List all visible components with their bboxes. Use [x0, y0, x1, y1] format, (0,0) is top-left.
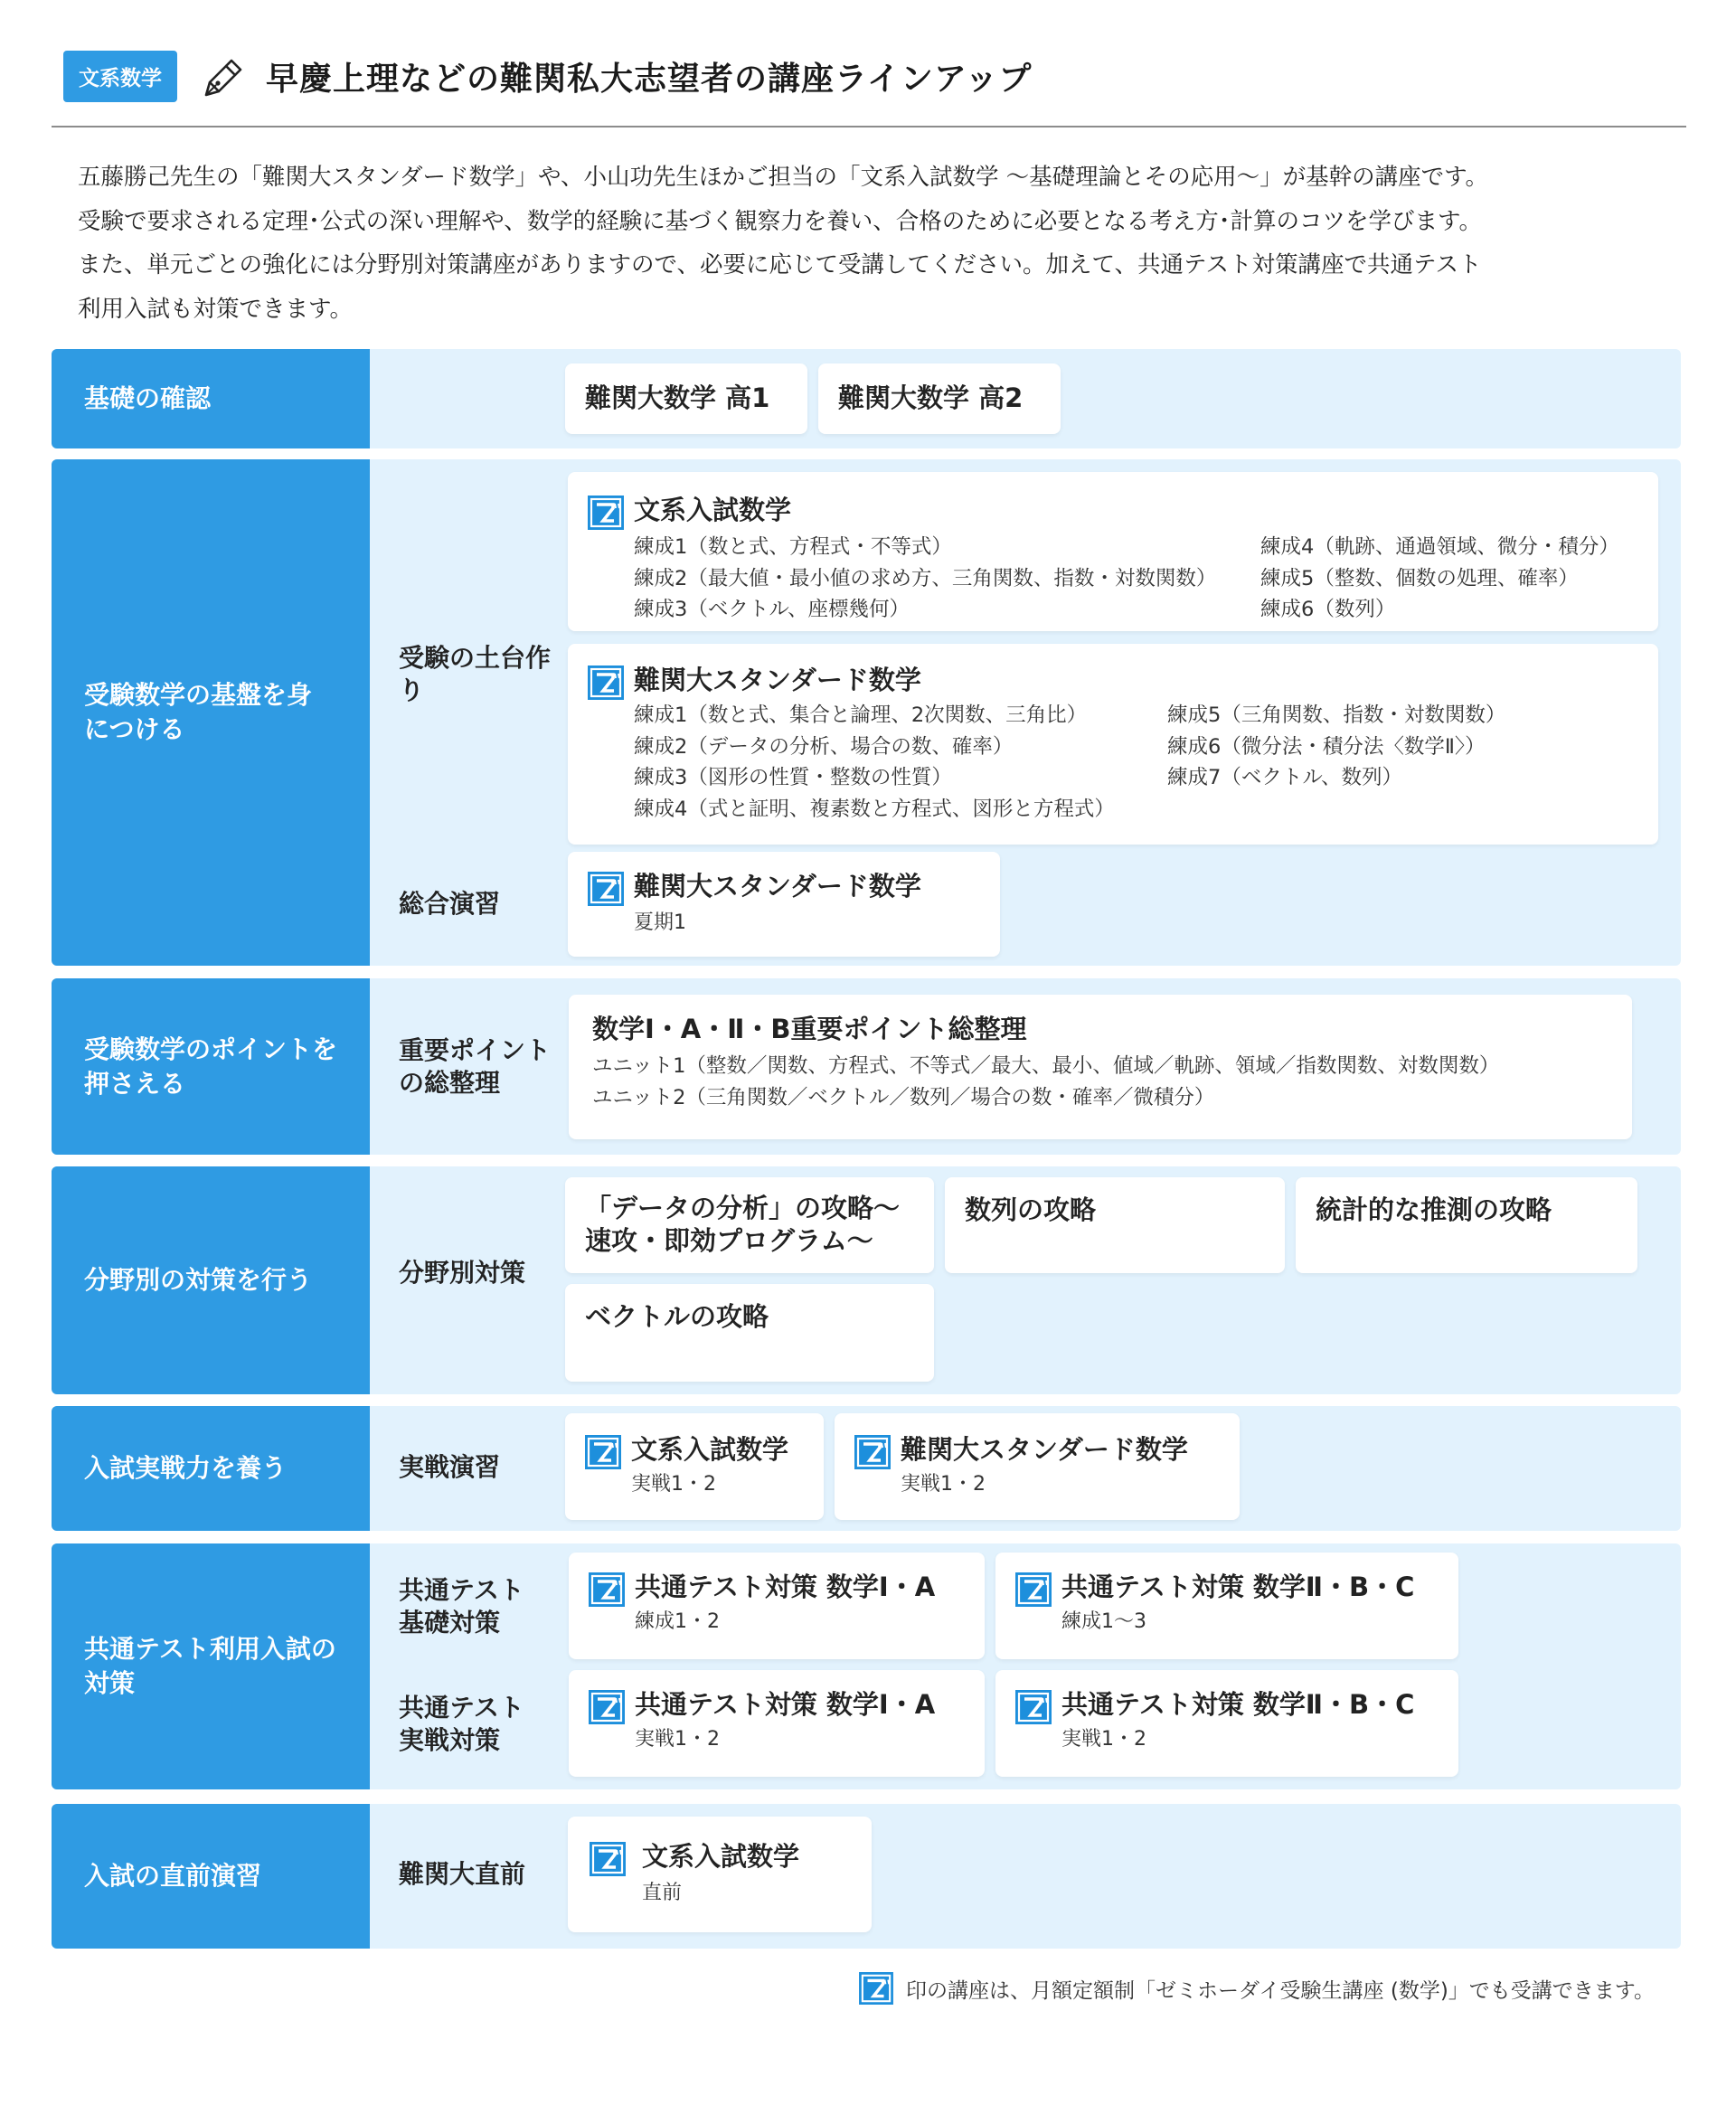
course-title: 文系入試数学 [634, 495, 792, 525]
zemi-hodai-icon [854, 1435, 891, 1469]
header [63, 51, 1032, 101]
intro-line: 五藤勝己先生の「難関大スタンダード数学」や、小山功先生ほかご担当の「文系入試数学 〜基礎理論とその応用〜」が基幹の講座です。 [78, 164, 1489, 191]
course-term: 実戦1・2 [635, 1728, 720, 1751]
unit-item: ユニット1（整数／関数、方程式、不等式／最大、最小、値域／軌跡、領域／指数関数、対数関数） [592, 1054, 1500, 1078]
subcategory-label: 受験の土台作り [399, 643, 552, 705]
course-card[interactable] [565, 1413, 824, 1520]
course-title: 数列の攻略 [965, 1194, 1097, 1225]
unit-list-left [634, 532, 1216, 626]
course-card[interactable] [568, 472, 1658, 631]
unit-item: 練成2（最大値・最小値の求め方、三角関数、指数・対数関数） [634, 566, 1217, 590]
unit-item: 練成7（ベクトル、数列） [1167, 766, 1403, 789]
header-divider [52, 126, 1686, 127]
zemi-hodai-icon [585, 1435, 621, 1469]
course-title: 文系入試数学 [631, 1434, 789, 1465]
unit-item: 練成1（数と式、集合と論理、2次関数、三角比） [634, 703, 1088, 727]
unit-item: 練成4（軌跡、通過領域、微分・積分） [1260, 535, 1619, 559]
zemi-hodai-icon [1015, 1690, 1052, 1724]
course-title: 難関大スタンダード数学 [901, 1434, 1188, 1465]
unit-item: ユニット2（三角関数／ベクトル／数列／場合の数・確率／微積分） [592, 1085, 1215, 1109]
course-title: 共通テスト対策 数学Ⅰ・A [635, 1572, 936, 1602]
course-title: 「データの分析」の攻略〜速攻・即効プログラム〜 [585, 1193, 901, 1256]
zemi-hodai-icon [588, 496, 624, 530]
unit-list [592, 1051, 1499, 1113]
course-card[interactable] [945, 1177, 1285, 1273]
course-card[interactable] [565, 1284, 934, 1382]
course-term: 練成1〜3 [1061, 1610, 1146, 1633]
pen-nib-icon [204, 55, 246, 97]
footnote-text: 印の講座は、月額定額制「ゼミホーダイ受験生講座 (数学)」でも受講できます。 [906, 1978, 1655, 2003]
course-card[interactable] [568, 852, 1000, 957]
zemi-hodai-icon [588, 872, 624, 906]
zemi-hodai-icon [590, 1842, 626, 1876]
subcategory-label: 分野別対策 [399, 1258, 526, 1288]
course-title: 文系入試数学 [642, 1841, 800, 1872]
course-title: 難関大スタンダード数学 [634, 665, 921, 695]
category-label [52, 978, 370, 1155]
category-label: 分野別の対策を行う [52, 1166, 370, 1394]
course-title: 共通テスト対策 数学Ⅱ・B・C [1061, 1689, 1415, 1720]
course-title: 共通テスト対策 数学Ⅰ・A [635, 1689, 936, 1720]
zemi-hodai-icon [589, 1572, 625, 1607]
unit-item: 練成5（整数、個数の処理、確率） [1260, 566, 1579, 590]
course-card[interactable] [569, 1553, 985, 1659]
page-title: 早慶上理などの難関私大志望者の講座ラインアップ [266, 60, 1033, 98]
subcategory-label: 実戦演習 [399, 1452, 501, 1482]
category-label: 入試実戦力を養う [52, 1406, 370, 1531]
zemi-hodai-icon [589, 1690, 625, 1724]
unit-item: 練成4（式と証明、複素数と方程式、図形と方程式） [634, 797, 1115, 821]
footnote [859, 1971, 1655, 2006]
course-title: 難関大数学 高1 [585, 382, 770, 413]
zemi-hodai-icon [588, 665, 624, 700]
course-card[interactable] [569, 995, 1632, 1139]
category-label [52, 459, 370, 966]
course-title: 共通テスト対策 数学Ⅱ・B・C [1061, 1572, 1415, 1602]
course-card[interactable] [568, 644, 1658, 845]
unit-list-right [1260, 532, 1619, 626]
subcategory-label: 共通テスト実戦対策 [399, 1693, 524, 1755]
subcategory-label: 重要ポイントの総整理 [399, 1035, 552, 1098]
subcategory-label: 難関大直前 [399, 1859, 526, 1889]
unit-item: 練成5（三角関数、指数・対数関数） [1167, 703, 1506, 727]
row-practice [52, 1406, 1681, 1531]
intro-line: 利用入試も対策できます。 [78, 295, 353, 323]
course-term: 直前 [642, 1882, 683, 1904]
unit-item: 練成3（ベクトル、座標幾何） [634, 598, 910, 621]
subcategory-label: 総合演習 [399, 889, 501, 919]
course-title: 統計的な推測の攻略 [1316, 1194, 1552, 1225]
category-text: 受験数学の基盤を身につける [84, 680, 313, 744]
zemi-hodai-icon [859, 1972, 893, 2005]
course-term: 夏期1 [634, 911, 686, 934]
course-card[interactable] [565, 1177, 934, 1273]
intro-line: また、単元ごとの強化には分野別対策講座がありますので、必要に応じて受講してください。加えて、共通テスト対策講座で共通テスト [78, 251, 1482, 278]
course-title: 数学Ⅰ・A・Ⅱ・B重要ポイント総整理 [592, 1014, 1027, 1044]
row-common-test [52, 1543, 1681, 1789]
row-final-prep [52, 1804, 1681, 1949]
course-card[interactable] [565, 363, 807, 434]
course-term: 実戦1・2 [901, 1473, 986, 1496]
course-card[interactable] [818, 363, 1061, 434]
unit-item: 練成6（数列） [1260, 598, 1396, 621]
row-key-points [52, 978, 1681, 1155]
course-card[interactable] [569, 1670, 985, 1777]
unit-item: 練成3（図形の性質・整数の性質） [634, 766, 952, 789]
course-title: ベクトルの攻略 [585, 1301, 769, 1332]
row-foundation [52, 459, 1681, 966]
unit-item: 練成1（数と式、方程式・不等式） [634, 535, 952, 559]
unit-list-right [1167, 700, 1505, 794]
unit-item: 練成6（微分法・積分法〈数学Ⅱ〉） [1167, 734, 1486, 759]
course-term: 実戦1・2 [1061, 1728, 1146, 1751]
category-label: 入試の直前演習 [52, 1804, 370, 1949]
unit-item: 練成2（データの分析、場合の数、確率） [634, 734, 1014, 759]
course-card[interactable] [835, 1413, 1240, 1520]
intro-text [78, 156, 1705, 331]
course-card[interactable] [1296, 1177, 1637, 1273]
category-label [52, 1543, 370, 1789]
category-text: 共通テスト利用入試の対策 [84, 1634, 336, 1698]
category-label: 基礎の確認 [52, 349, 370, 448]
course-title: 難関大数学 高2 [838, 382, 1024, 413]
unit-list-left [634, 700, 1115, 825]
course-card[interactable] [568, 1817, 872, 1932]
row-by-field [52, 1166, 1681, 1394]
course-title: 難関大スタンダード数学 [634, 871, 921, 901]
course-card[interactable] [995, 1670, 1458, 1777]
category-text: 受験数学のポイントを押さえる [84, 1034, 338, 1099]
course-card[interactable] [995, 1553, 1458, 1659]
intro-line: 受験で要求される定理･公式の深い理解や、数学的経験に基づく観察力を養い、合格のために必要となる考え方･計算のコツを学びます。 [78, 207, 1482, 235]
subject-tag: 文系数学 [63, 51, 177, 102]
zemi-hodai-icon [1015, 1572, 1052, 1607]
row-basics [52, 349, 1681, 448]
course-term: 実戦1・2 [631, 1473, 716, 1496]
subcategory-label: 共通テスト基礎対策 [399, 1575, 524, 1638]
course-term: 練成1・2 [635, 1610, 720, 1633]
